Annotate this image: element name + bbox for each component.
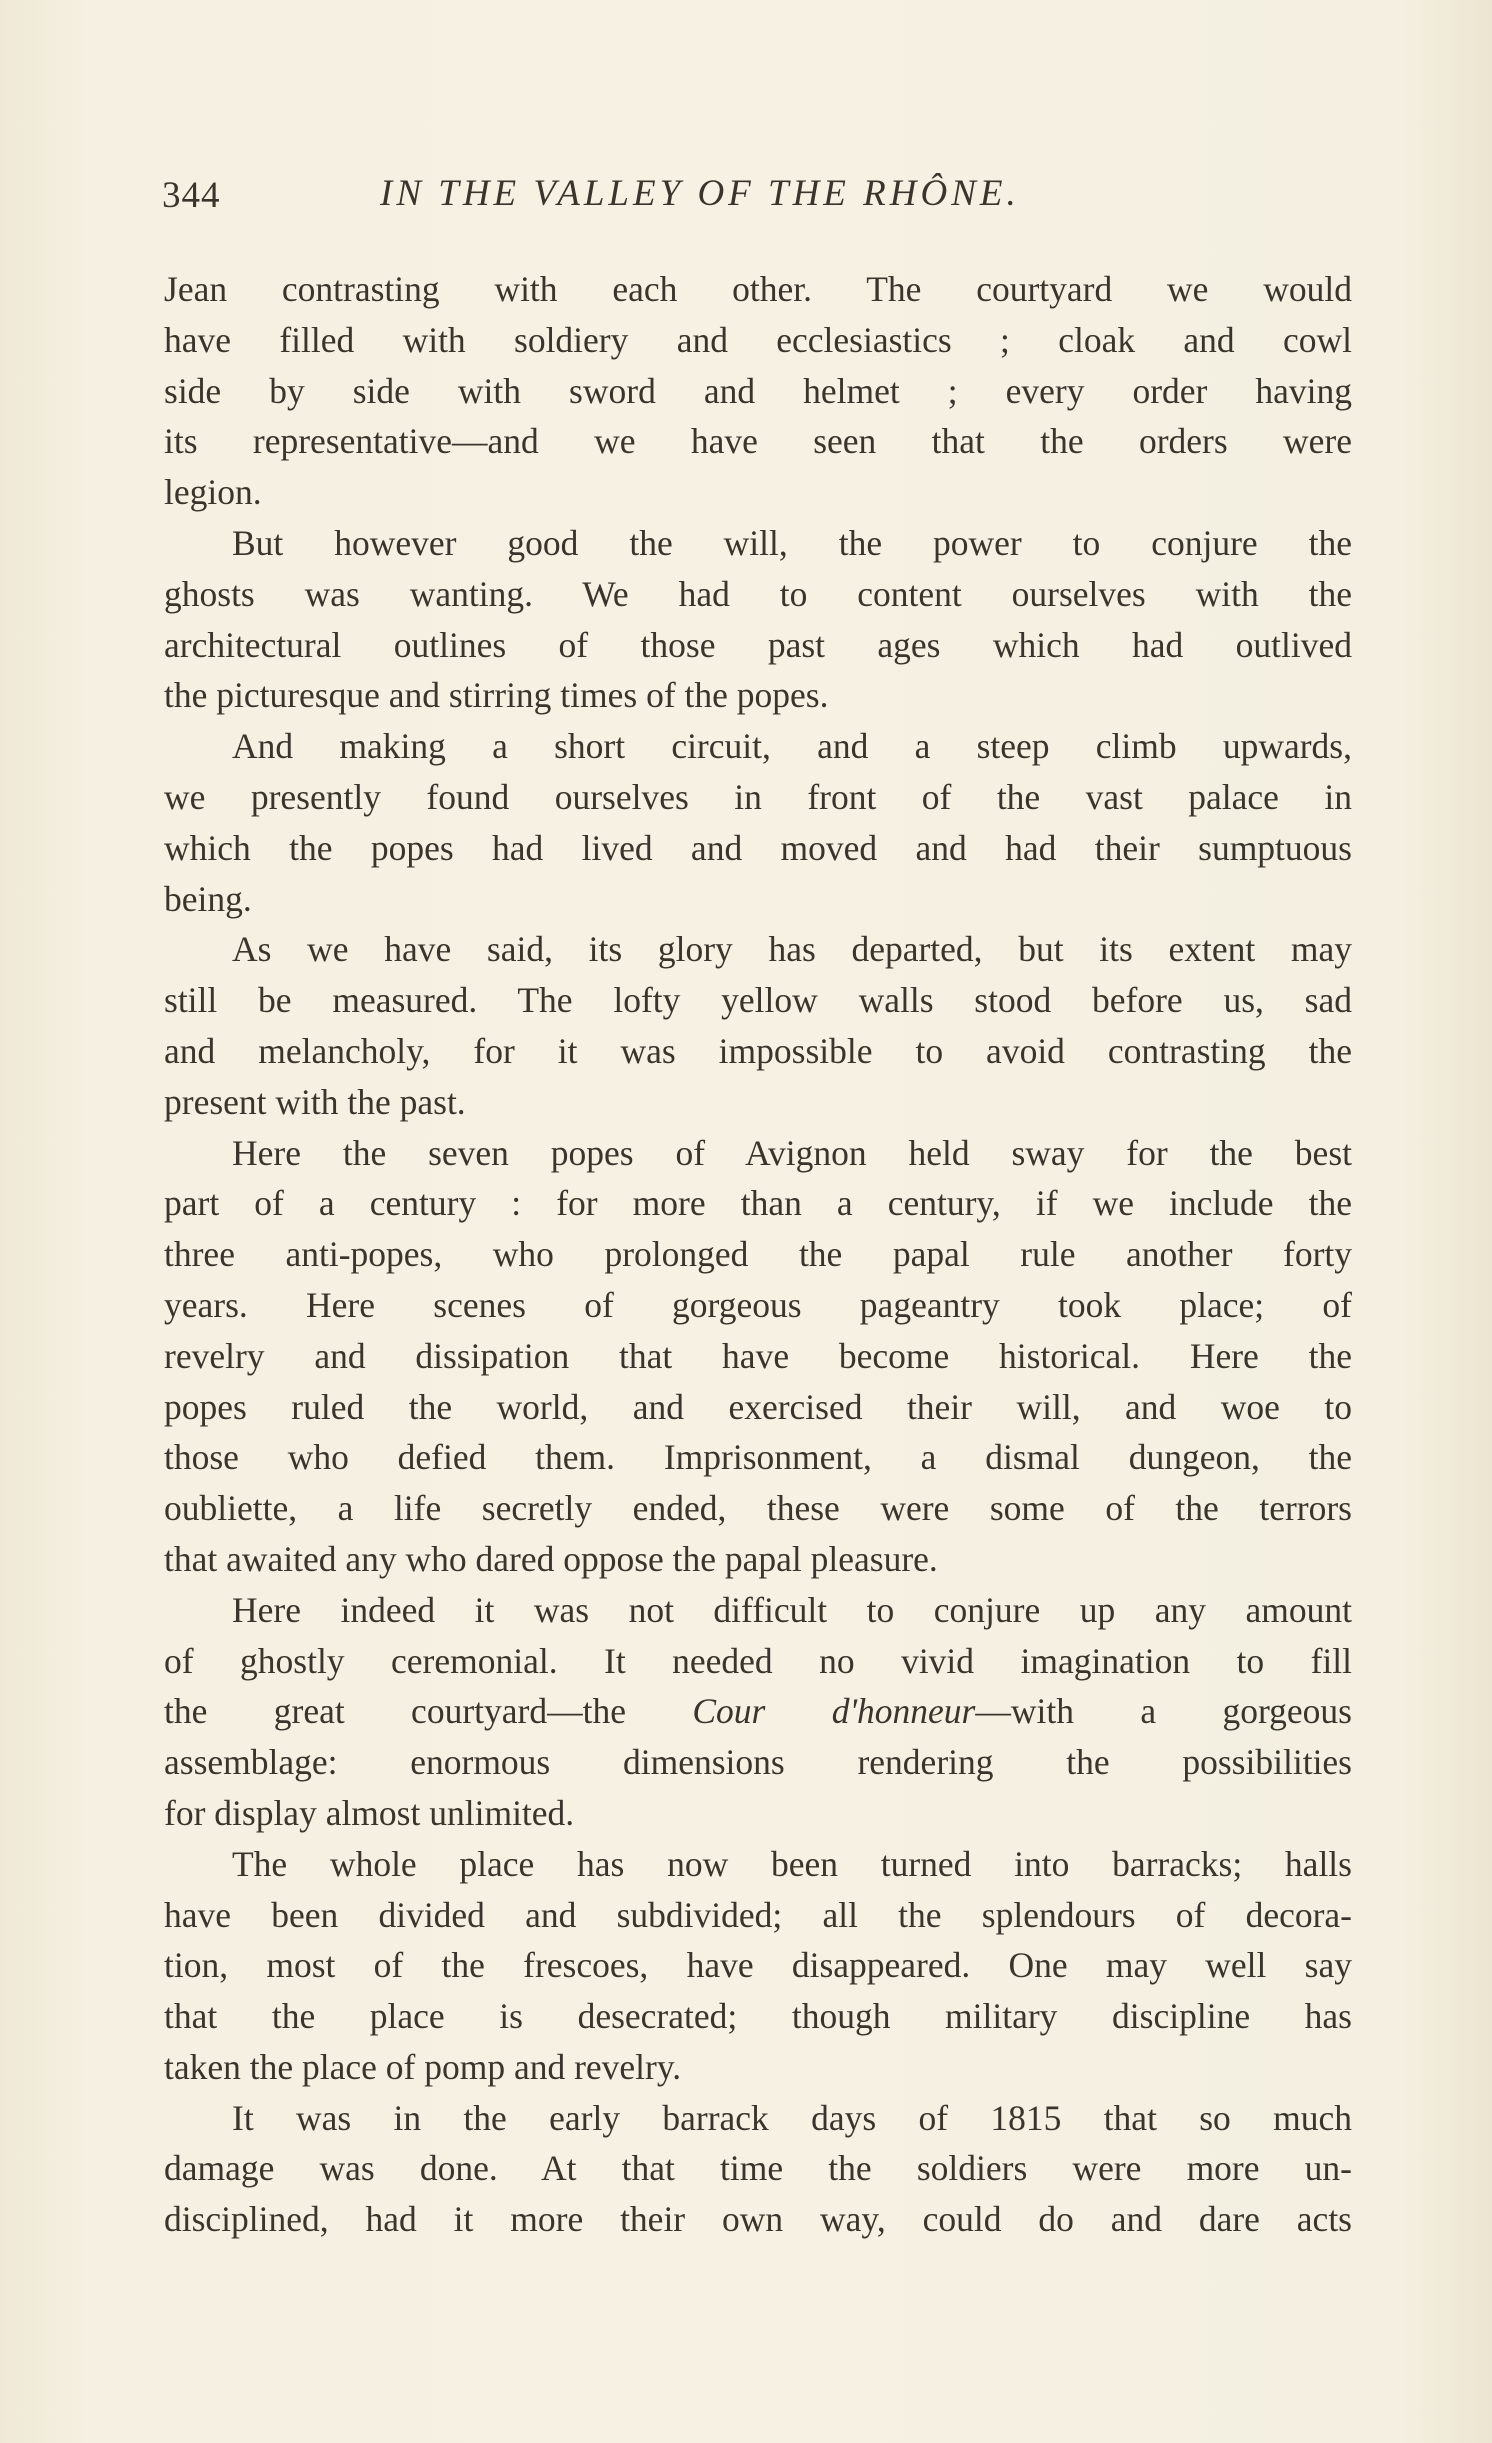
text-line: that the place is desecrated; though military discipline has xyxy=(164,1996,1352,2037)
text-line: But however good the will, the power to conjure the xyxy=(232,522,1352,563)
text-line: have filled with soldiery and ecclesiastics ; cloak and cowl xyxy=(164,319,1352,360)
text-line: those who defied them. Imprisonment, a dismal dungeon, the xyxy=(164,1437,1352,1478)
text-line: years. Here scenes of gorgeous pageantry took place; of xyxy=(164,1284,1352,1325)
text-line: assemblage: enormous dimensions rendering the possibilities xyxy=(164,1742,1352,1783)
text-line: Jean contrasting with each other. The courtyard we would xyxy=(164,269,1352,309)
text-line: disciplined, had it more their own way, could do and dare acts xyxy=(164,2199,1352,2240)
paragraph xyxy=(164,2093,1352,2245)
text-fragment: the great courtyard—the xyxy=(164,1691,693,1732)
text-line: have been divided and subdivided; all the splendours of decora- xyxy=(164,1894,1352,1935)
text-line: The whole place has now been turned into barracks; halls xyxy=(232,1843,1352,1884)
text-line: It was in the early barrack days of 1815 that so much xyxy=(232,2097,1352,2138)
text-line: tion, most of the frescoes, have disappeared. One may well say xyxy=(164,1945,1352,1986)
text-line: side by side with sword and helmet ; every order having xyxy=(164,370,1352,411)
text-line: architectural outlines of those past ages which had outlived xyxy=(164,624,1352,665)
text-line: and melancholy, for it was impossible to avoid contrasting the xyxy=(164,1030,1352,1071)
text-line: of ghostly ceremonial. It needed no vivid imagination to fill xyxy=(164,1640,1352,1681)
text-line: As we have said, its glory has departed, but its extent may xyxy=(232,929,1352,970)
italic-phrase: Cour d'honneur xyxy=(692,1691,976,1732)
text-line: damage was done. At that time the soldiers were more un- xyxy=(164,2148,1352,2189)
text-line: three anti-popes, who prolonged the papal rule another forty xyxy=(164,1234,1352,1275)
text-line: popes ruled the world, and exercised their will, and woe to xyxy=(164,1386,1352,1427)
page-header xyxy=(162,168,1352,228)
page-number: 344 xyxy=(162,175,221,216)
text-line: being. xyxy=(164,878,252,919)
text-line: revelry and dissipation that have become historical. Here the xyxy=(164,1335,1352,1376)
text-line: oubliette, a life secretly ended, these were some of the terrors xyxy=(164,1488,1352,1529)
text-line: legion. xyxy=(164,472,262,513)
text-fragment: —with a gorgeous xyxy=(975,1691,1352,1732)
text-line: its representative—and we have seen that the orders were xyxy=(164,421,1352,462)
text-line: ghosts was wanting. We had to content ourselves with the xyxy=(164,573,1352,614)
paragraph xyxy=(164,1839,1352,2093)
paragraph xyxy=(164,924,1352,1127)
paragraph xyxy=(164,1585,1352,1839)
text-line: we presently found ourselves in front of the vast palace in xyxy=(164,776,1352,817)
paragraph xyxy=(164,264,1352,518)
text-line-with-italic xyxy=(164,1686,1352,1737)
text-line: still be measured. The lofty yellow walls stood before us, sad xyxy=(164,980,1352,1021)
running-head: IN THE VALLEY OF THE RHÔNE. xyxy=(380,173,1020,214)
text-line: part of a century : for more than a century, if we include the xyxy=(164,1183,1352,1224)
text-line: taken the place of pomp and revelry. xyxy=(164,2046,682,2087)
text-line: for display almost unlimited. xyxy=(164,1792,575,1833)
text-line: which the popes had lived and moved and had their sumptuous xyxy=(164,827,1352,868)
text-line: present with the past. xyxy=(164,1081,466,1122)
text-line: Here the seven popes of Avignon held sway for the best xyxy=(232,1132,1352,1173)
text-line: And making a short circuit, and a steep climb upwards, xyxy=(232,726,1352,767)
paragraph xyxy=(164,1128,1352,1585)
text-line: the picturesque and stirring times of the popes. xyxy=(164,675,829,716)
paragraph xyxy=(164,721,1352,924)
text-line: that awaited any who dared oppose the papal pleasure. xyxy=(164,1538,938,1579)
paragraph xyxy=(164,518,1352,721)
body-text xyxy=(164,264,1352,2245)
text-line: Here indeed it was not difficult to conjure up any amount xyxy=(232,1589,1352,1630)
